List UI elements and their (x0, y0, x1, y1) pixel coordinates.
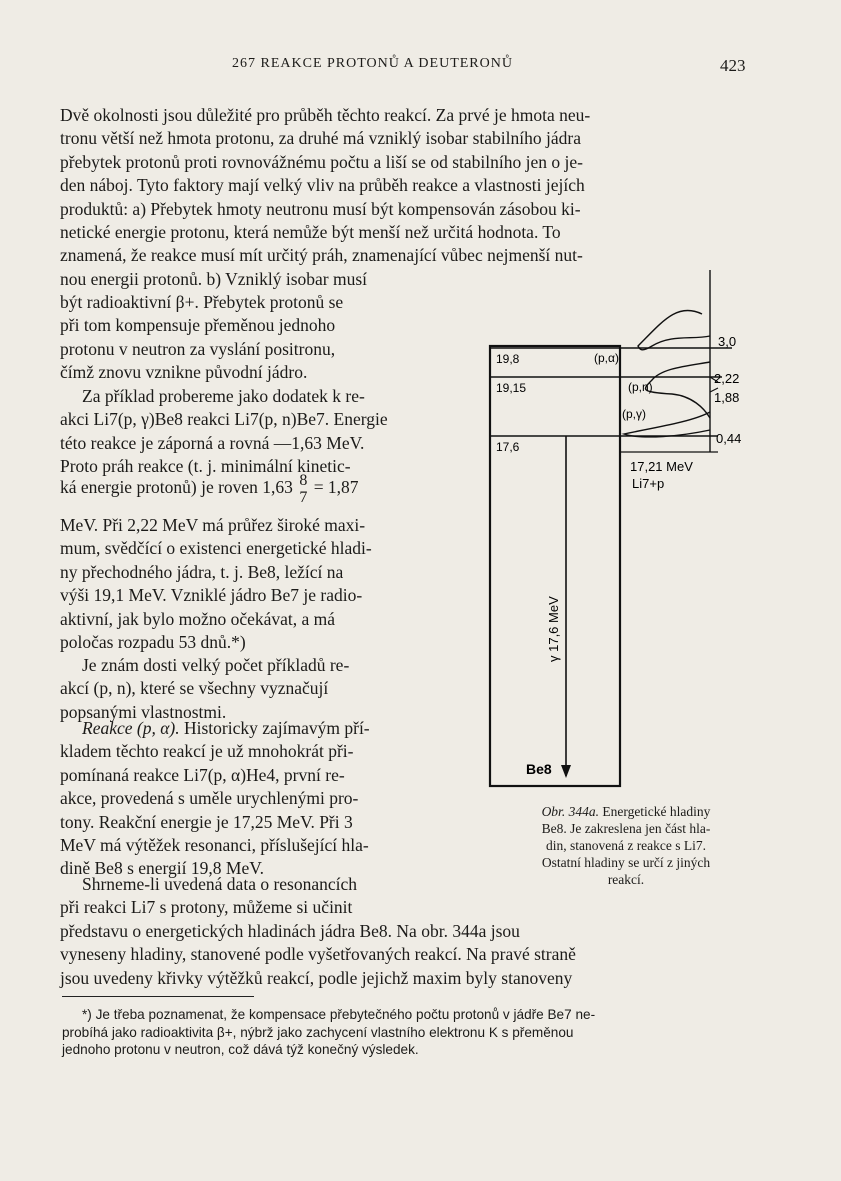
level-label-19-8: 19,8 (496, 352, 520, 366)
text-line: tronu větší než hmota protonu, za druhé má vzniklý isobar stabilního jádra (60, 128, 581, 149)
text-line: Proto práh reakce (t. j. minimální kinetic- (60, 456, 351, 477)
text-line: představu o energetických hladinách jádra Be8. Na obr. 344a jsou (60, 921, 520, 941)
text-line: dině Be8 s energií 19,8 MeV. (60, 858, 264, 879)
text-fragment: Historicky zajímavým pří- (179, 718, 370, 738)
caption-text: Energetické hladiny (598, 804, 711, 819)
footnote-line: jednoho protonu v neutron, což dává týž konečný výsledek. (62, 1042, 419, 1057)
caption-line: Ostatní hladiny se určí z jiných (541, 855, 711, 870)
fraction-denominator: 7 (299, 489, 308, 506)
caption-line: Be8. Je zakreslena jen část hla- (541, 821, 711, 836)
value-label-2-22: 2,22 (714, 371, 740, 386)
value-label-3-0: 3,0 (718, 334, 737, 349)
text-line: této reakce je záporná a rovná —1,63 MeV. (60, 432, 365, 453)
paragraph-3 (60, 654, 462, 724)
threshold-formula (60, 472, 462, 506)
yield-curve-p-n (645, 362, 710, 418)
reaction-label-p-n: (p,n) (628, 380, 653, 394)
arrowhead (561, 765, 571, 778)
text-line: protonu v neutron za vyslání positronu, (60, 338, 336, 359)
text-line: akce, provedená s uměle urychlenými pro- (60, 788, 359, 809)
level-label-19-15: 19,15 (496, 381, 527, 395)
footnote-rule (62, 996, 254, 997)
text-line: popsanými vlastnostmi. (60, 701, 227, 722)
running-header-title: 267 REAKCE PROTONŮ A DEUTERONŮ (232, 56, 513, 71)
paragraph-5-continued (60, 920, 758, 990)
text-line: vyneseny hladiny, stanovené podle vyšetřovaných reakcí. Na pravé straně (60, 944, 576, 965)
caption-line: reakcí. (607, 872, 645, 887)
text-line: mum, svědčící o existenci energetické hladi- (60, 538, 372, 559)
gamma-transition-label: γ 17,6 MeV (546, 596, 561, 662)
text-line: Dvě okolnosti jsou důležité pro průběh těchto reakcí. Za prvé je hmota neu- (60, 105, 591, 125)
text-line: být radioaktivní β+. Přebytek protonů se (60, 292, 344, 312)
yield-curve-p-alpha (638, 310, 710, 349)
text-line: při reakci Li7 s protony, můžeme si učinit (60, 897, 353, 918)
target-label: Li7+p (632, 476, 665, 491)
fraction-numerator: 8 (299, 472, 308, 489)
page-number: 423 (720, 56, 746, 75)
text-line (60, 717, 462, 740)
caption-label: Obr. 344a. (541, 804, 599, 819)
value-label-0-44: 0,44 (716, 431, 742, 446)
formula-text: ká energie protonů) je roven 1,63 (60, 477, 293, 498)
text-line: den náboj. Tyto faktory mají velký vliv na průběh reakce a vlastnosti jejích (60, 175, 585, 196)
text-line: pomínaná reakce Li7(p, α)He4, první re- (60, 764, 345, 785)
footnote (62, 1006, 762, 1059)
text-line: Shrneme-li uvedená data o resonancích (82, 874, 358, 894)
text-line: jsou uvedeny křivky výtěžků reakcí, podle jejichž maxim byly stanoveny (60, 967, 573, 988)
fraction (299, 472, 307, 506)
threshold-label: 17,21 MeV (630, 459, 693, 474)
energy-level-diagram (472, 262, 772, 790)
caption-line (492, 803, 760, 820)
text-line: nou energii protonů. b) Vzniklý isobar musí (60, 268, 368, 289)
text-line: produktů: a) Přebytek hmoty neutronu musí být kompensován zásobou ki- (60, 198, 581, 219)
reaction-label-p-gamma: (p,γ) (622, 407, 646, 421)
level-label-17-6: 17,6 (496, 440, 520, 454)
text-line: ny přechodného jádra, t. j. Be8, ležící na (60, 561, 344, 582)
text-line: kladem těchto reakcí je už mnohokrát při- (60, 741, 354, 762)
ground-level-label: Be8 (526, 761, 552, 777)
value-label-1-88: 1,88 (714, 390, 740, 405)
text-line: aktivní, jak bylo možno očekávat, a má (60, 608, 336, 629)
text-line: akci Li7(p, γ)Be8 reakci Li7(p, n)Be7. Energie (60, 409, 388, 430)
paragraph-2 (60, 385, 462, 479)
text-line: přebytek protonů proti rovnovážnému počtu a liší se od stabilního jen o je- (60, 151, 583, 172)
text-line: Za příklad probereme jako dodatek k re- (82, 386, 365, 406)
text-line: MeV. Při 2,22 MeV má průřez široké maxi- (60, 515, 366, 535)
text-line: poločas rozpadu 53 dnů.*) (60, 632, 246, 653)
text-line: akcí (p, n), které se všechny vyznačují (60, 678, 329, 699)
reaction-label-p-alpha: (p,α) (594, 351, 619, 365)
diagram-frame (490, 346, 620, 786)
text-line: tony. Reakční energie je 17,25 MeV. Při 3 (60, 811, 353, 832)
text-line: MeV má výtěžek resonanci, příslušející hla- (60, 835, 369, 856)
text-line: Je znám dosti velký počet příkladů re- (82, 655, 350, 675)
text-line: netické energie protonu, která nemůže být menší než určitá hodnota. To (60, 222, 561, 243)
text-line: při tom kompensuje přeměnou jednoho (60, 315, 336, 336)
footnote-line: *) Je třeba poznamenat, že kompensace přebytečného počtu protonů v jádře Be7 ne- (82, 1007, 596, 1022)
text-line: výši 19,1 MeV. Vzniklé jádro Be7 je radio- (60, 585, 363, 606)
figure-caption (492, 803, 760, 888)
paragraph-4 (60, 717, 462, 881)
caption-line: din, stanovená z reakce s Li7. (545, 838, 707, 853)
text-line: znamená, že reakce musí mít určitý práh, znamenající vůbec nejmenší nut- (60, 245, 583, 266)
paragraph-2-continued (60, 514, 462, 654)
section-heading: Reakce (p, α). (82, 718, 180, 738)
footnote-line: probíhá jako radioaktivita β+, nýbrž jako zachycení vlastního elektronu K s přeměnou (62, 1024, 574, 1040)
text-line: čímž znovu vznikne původní jádro. (60, 362, 308, 383)
paragraph-1-continued (60, 291, 462, 385)
formula-result: = 1,87 (313, 477, 359, 498)
paragraph-5 (60, 873, 462, 920)
